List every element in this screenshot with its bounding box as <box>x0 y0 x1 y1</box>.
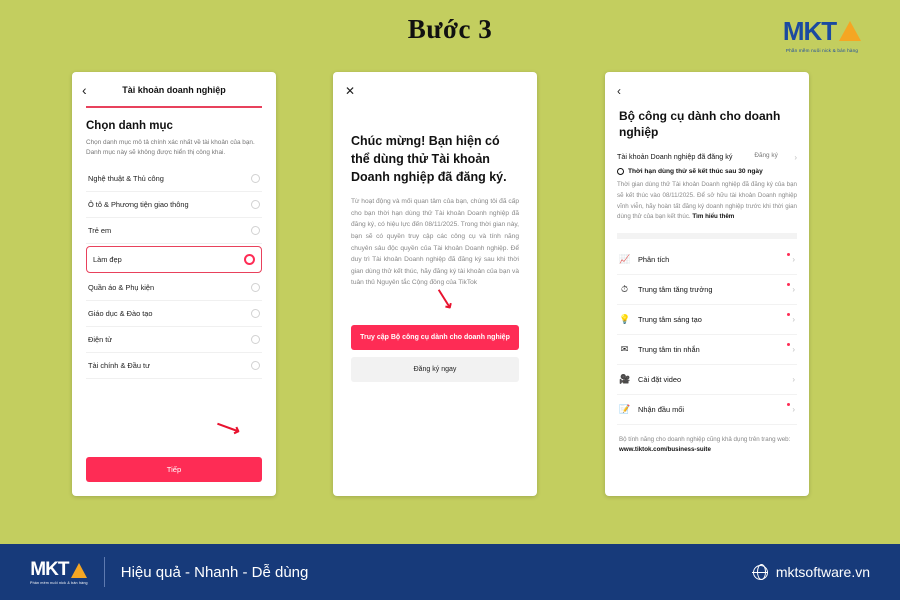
radio-icon[interactable] <box>251 283 260 292</box>
video-icon: 🎥 <box>619 373 631 384</box>
menu-item-messages[interactable] <box>617 335 797 365</box>
phone1-title: Tài khoản doanh nghiệp <box>122 85 226 95</box>
chevron-right-icon: › <box>792 255 795 265</box>
growth-icon: ⏱ <box>620 283 629 294</box>
footer-website[interactable] <box>753 564 870 580</box>
trial-card-row <box>617 152 797 162</box>
leads-icon: 📝 <box>619 403 631 414</box>
badge-dot <box>787 313 791 317</box>
menu-item-label: Trung tâm tăng trưởng <box>638 284 713 294</box>
annotation-area <box>351 284 519 314</box>
radio-icon[interactable] <box>251 335 260 344</box>
category-list <box>86 166 262 379</box>
radio-icon[interactable] <box>251 174 260 183</box>
menu-item-label: Nhận đầu mối <box>638 404 685 414</box>
annotation-arrow: ⟶ <box>430 284 458 314</box>
trial-note-text: Thời gian dùng thử Tài khoản Doanh nghiệp đã đăng ký của bạn sẽ kết thúc vào 08/11/2025. Để sở hữu tài khoản Doanh nghiệp vĩnh viễn, hãy hoàn tất đăng ký doanh nghiệp trước khi thời gian dùng thử của bạn kết thúc. <box>617 181 797 221</box>
radio-icon[interactable] <box>251 309 260 318</box>
footer-slogan: Hiệu quả - Nhanh - Dễ dùng <box>120 563 309 581</box>
list-item[interactable] <box>86 301 262 327</box>
radio-icon[interactable] <box>251 226 260 235</box>
menu-item-label: Trung tâm sáng tạo <box>638 314 702 324</box>
analytics-icon: 📈 <box>619 253 631 264</box>
close-icon[interactable]: ✕ <box>345 84 356 98</box>
register-now-button[interactable]: Đăng ký ngay <box>351 357 519 382</box>
learn-more-link[interactable]: Tìm hiểu thêm <box>692 213 735 221</box>
menu-item-leads[interactable] <box>617 395 797 425</box>
category-label: Giáo dục & Đào tạo <box>88 308 153 318</box>
list-item[interactable] <box>86 166 262 192</box>
chevron-right-icon: › <box>794 153 797 163</box>
trial-note <box>617 180 797 222</box>
badge-dot <box>787 403 791 407</box>
chevron-right-icon: › <box>792 345 795 355</box>
list-item[interactable] <box>86 218 262 244</box>
chevron-right-icon: › <box>792 375 795 385</box>
badge-dot <box>787 343 791 347</box>
trial-card-state: Đăng ký <box>754 152 778 160</box>
business-suite-menu <box>605 239 809 425</box>
menu-item-label: Trung tâm tin nhắn <box>638 344 700 354</box>
footer-link[interactable]: www.tiktok.com/business-suite <box>619 446 711 454</box>
category-label: Tài chính & Đầu tư <box>88 360 151 370</box>
phone-screen-category-select <box>72 72 276 496</box>
category-label: Điện tử <box>88 334 113 344</box>
section-subtext: Chọn danh mục mô tả chính xác nhất về tài khoản của bạn. Danh mục này sẽ không được hiển thị công khai. <box>86 139 255 156</box>
footer-website-text: mktsoftware.vn <box>775 564 870 580</box>
category-label: Quần áo & Phụ kiện <box>88 282 155 292</box>
chevron-right-icon: › <box>792 285 795 295</box>
badge-dot <box>787 283 791 287</box>
divider <box>104 557 105 587</box>
menu-item-label: Phân tích <box>638 254 670 264</box>
list-item-selected[interactable] <box>86 246 262 273</box>
menu-item-analytics[interactable] <box>617 245 797 275</box>
radio-icon-selected[interactable] <box>244 254 255 265</box>
menu-item-label: Cài đặt video <box>638 374 682 384</box>
category-label: Nghệ thuật & Thủ công <box>88 173 164 183</box>
continue-button[interactable]: Tiếp <box>86 457 262 482</box>
phone-screen-congrats <box>333 72 537 496</box>
category-label: Làm đẹp <box>93 254 122 264</box>
phone2-body <box>333 98 537 382</box>
list-item[interactable] <box>86 275 262 301</box>
open-business-suite-button[interactable]: Truy cập Bộ công cụ dành cho doanh nghiệp <box>351 325 519 350</box>
menu-item-growth[interactable] <box>617 275 797 305</box>
clock-icon <box>617 168 624 175</box>
list-item[interactable] <box>86 192 262 218</box>
footer-logo <box>30 559 88 585</box>
footer-text: Bộ tính năng cho doanh nghiệp cũng khả dụng trên trang web: <box>619 435 791 443</box>
trial-deadline <box>617 168 797 175</box>
category-label: Ô tô & Phương tiện giao thông <box>88 199 189 209</box>
congrats-heading: Chúc mừng! Bạn hiện có thể dùng thử Tài khoản Doanh nghiệp đã đăng ký. <box>351 134 507 185</box>
logo-text: MKT <box>782 16 837 46</box>
badge-dot <box>787 253 791 257</box>
phone1-navbar <box>72 72 276 106</box>
radio-icon[interactable] <box>251 200 260 209</box>
trial-deadline-text: Thời hạn dùng thử sẽ kết thúc sau 30 ngày <box>628 168 763 176</box>
phone1-body <box>72 108 276 379</box>
phone-screen-business-suite <box>605 72 809 496</box>
back-icon[interactable]: ‹ <box>82 82 87 98</box>
trial-card-title: Tài khoản Doanh nghiệp đã đăng ký <box>617 152 733 162</box>
creative-icon: 💡 <box>619 313 631 324</box>
radio-icon[interactable] <box>251 361 260 370</box>
footer-bar <box>0 544 900 600</box>
chevron-right-icon: › <box>792 405 795 415</box>
trial-card[interactable] <box>617 152 797 238</box>
logo-tagline: Phần mềm nuôi nick & bán hàng <box>785 48 859 53</box>
triangle-icon <box>839 21 861 41</box>
triangle-icon <box>71 563 87 578</box>
list-item[interactable] <box>86 353 262 379</box>
back-icon[interactable]: ‹ <box>617 84 621 98</box>
menu-item-creative[interactable] <box>617 305 797 335</box>
chevron-right-icon: › <box>792 315 795 325</box>
footer-logo-tagline: Phần mềm nuôi nick & bán hàng <box>30 581 88 585</box>
brand-logo <box>774 18 870 70</box>
page-title: Bước 3 <box>407 14 493 44</box>
menu-item-video-settings[interactable] <box>617 365 797 395</box>
category-label: Trẻ em <box>88 225 112 235</box>
business-suite-heading: Bộ công cụ dành cho doanh nghiệp <box>619 109 781 140</box>
business-suite-footer <box>605 425 809 456</box>
annotation-arrow: ⟶ <box>213 414 244 441</box>
logo-mark <box>774 18 870 44</box>
section-heading: Chọn danh mục <box>86 120 173 132</box>
list-item[interactable] <box>86 327 262 353</box>
footer-logo-text: MKT <box>30 559 69 580</box>
congrats-paragraph: Từ hoạt động và mối quan tâm của bạn, chúng tôi đã cấp cho bạn thời hạn dùng thử Tài khoản Doanh nghiệp đã đăng ký, có hiệu lực đến 08/11/2025. Trong thời gian này, bạn sẽ có quyền truy cập các công cụ và tính năng chuyên sâu độc quyền của Tài khoản Doanh nghiệp. Để duy trì Tài khoản Doanh nghiệp đã đăng ký sau khi thời gian dùng thử kết thúc, hãy đăng ký tài khoản của bạn và tuân thủ Nguyên tắc Cộng đồng của TikTok <box>351 198 519 287</box>
globe-icon <box>753 565 768 580</box>
message-icon: ✉ <box>620 343 629 354</box>
